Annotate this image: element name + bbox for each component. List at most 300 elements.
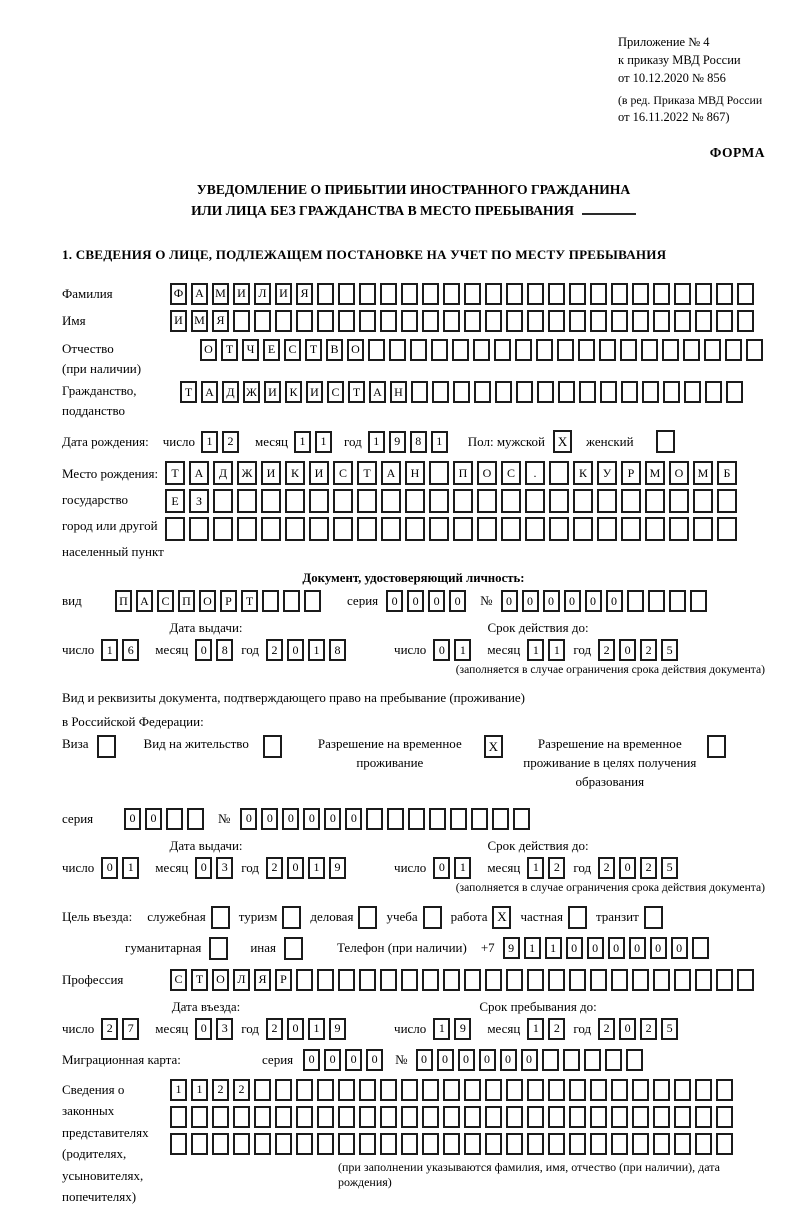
char-cell[interactable]	[590, 1079, 607, 1101]
char-cell[interactable]: С	[157, 590, 174, 612]
char-cell[interactable]	[537, 381, 554, 403]
char-cell[interactable]	[674, 1106, 691, 1128]
char-cell[interactable]	[429, 517, 449, 541]
char-cell[interactable]	[212, 1106, 229, 1128]
char-cell[interactable]	[695, 1133, 712, 1155]
char-cell[interactable]	[464, 1079, 481, 1101]
char-cell[interactable]	[317, 1106, 334, 1128]
char-cell[interactable]	[443, 1133, 460, 1155]
char-cell[interactable]: 2	[640, 1018, 657, 1040]
char-cell[interactable]	[506, 1106, 523, 1128]
char-cell[interactable]: 1	[308, 639, 325, 661]
char-cell[interactable]	[621, 381, 638, 403]
char-cell[interactable]: 9	[503, 937, 520, 959]
char-cell[interactable]	[262, 590, 279, 612]
char-cell[interactable]: 0	[564, 590, 581, 612]
purpose-business-checkbox[interactable]	[358, 906, 377, 929]
char-cell[interactable]: С	[284, 339, 301, 361]
char-cell[interactable]	[584, 1049, 601, 1071]
char-cell[interactable]: 1	[433, 1018, 450, 1040]
char-cell[interactable]: 0	[287, 639, 304, 661]
char-cell[interactable]	[368, 339, 385, 361]
char-cell[interactable]	[737, 310, 754, 332]
char-cell[interactable]	[380, 283, 397, 305]
char-cell[interactable]	[422, 1133, 439, 1155]
char-cell[interactable]	[515, 339, 532, 361]
char-cell[interactable]: 1	[308, 857, 325, 879]
char-cell[interactable]	[527, 1133, 544, 1155]
char-cell[interactable]: Ж	[243, 381, 260, 403]
char-cell[interactable]: Е	[263, 339, 280, 361]
char-cell[interactable]: 9	[329, 857, 346, 879]
char-cell[interactable]	[338, 1106, 355, 1128]
char-cell[interactable]: О	[669, 461, 689, 485]
char-cell[interactable]	[590, 310, 607, 332]
char-cell[interactable]: А	[136, 590, 153, 612]
char-cell[interactable]: Я	[296, 283, 313, 305]
char-cell[interactable]	[717, 517, 737, 541]
char-cell[interactable]	[549, 517, 569, 541]
char-cell[interactable]	[296, 1079, 313, 1101]
char-cell[interactable]	[683, 339, 700, 361]
char-cell[interactable]	[527, 1079, 544, 1101]
char-cell[interactable]	[494, 339, 511, 361]
char-cell[interactable]: О	[477, 461, 497, 485]
char-cell[interactable]: С	[501, 461, 521, 485]
char-cell[interactable]	[611, 310, 628, 332]
char-cell[interactable]: С	[333, 461, 353, 485]
char-cell[interactable]	[443, 1079, 460, 1101]
char-cell[interactable]: 0	[240, 808, 257, 830]
char-cell[interactable]	[597, 489, 617, 513]
char-cell[interactable]	[645, 489, 665, 513]
char-cell[interactable]	[536, 339, 553, 361]
char-cell[interactable]	[590, 1106, 607, 1128]
char-cell[interactable]: 1	[431, 431, 448, 453]
char-cell[interactable]: Н	[405, 461, 425, 485]
char-cell[interactable]	[170, 1133, 187, 1155]
char-cell[interactable]	[485, 969, 502, 991]
char-cell[interactable]	[611, 969, 628, 991]
char-cell[interactable]: Т	[241, 590, 258, 612]
char-cell[interactable]	[716, 969, 733, 991]
char-cell[interactable]	[653, 310, 670, 332]
char-cell[interactable]: 3	[216, 857, 233, 879]
char-cell[interactable]: 2	[598, 857, 615, 879]
char-cell[interactable]: 0	[521, 1049, 538, 1071]
char-cell[interactable]	[359, 969, 376, 991]
char-cell[interactable]	[600, 381, 617, 403]
char-cell[interactable]	[627, 590, 644, 612]
char-cell[interactable]: И	[275, 283, 292, 305]
char-cell[interactable]: 0	[303, 808, 320, 830]
sex-female-checkbox[interactable]	[656, 430, 675, 453]
char-cell[interactable]: Т	[165, 461, 185, 485]
char-cell[interactable]: 1	[368, 431, 385, 453]
char-cell[interactable]: В	[326, 339, 343, 361]
char-cell[interactable]	[443, 283, 460, 305]
char-cell[interactable]	[170, 1106, 187, 1128]
char-cell[interactable]	[501, 517, 521, 541]
char-cell[interactable]: Р	[621, 461, 641, 485]
char-cell[interactable]: 0	[671, 937, 688, 959]
char-cell[interactable]	[429, 489, 449, 513]
char-cell[interactable]	[275, 1079, 292, 1101]
char-cell[interactable]	[317, 1079, 334, 1101]
char-cell[interactable]	[464, 1106, 481, 1128]
char-cell[interactable]: М	[693, 461, 713, 485]
char-cell[interactable]	[611, 1079, 628, 1101]
char-cell[interactable]	[453, 489, 473, 513]
char-cell[interactable]	[338, 283, 355, 305]
char-cell[interactable]: З	[189, 489, 209, 513]
char-cell[interactable]: Д	[213, 461, 233, 485]
char-cell[interactable]	[669, 517, 689, 541]
char-cell[interactable]: Ж	[237, 461, 257, 485]
char-cell[interactable]	[737, 283, 754, 305]
char-cell[interactable]	[684, 381, 701, 403]
char-cell[interactable]: 5	[661, 639, 678, 661]
char-cell[interactable]: 1	[527, 639, 544, 661]
char-cell[interactable]	[410, 339, 427, 361]
char-cell[interactable]	[621, 489, 641, 513]
char-cell[interactable]	[237, 517, 257, 541]
char-cell[interactable]: 0	[287, 1018, 304, 1040]
char-cell[interactable]: 0	[195, 857, 212, 879]
char-cell[interactable]	[189, 517, 209, 541]
char-cell[interactable]: 2	[222, 431, 239, 453]
char-cell[interactable]: 0	[407, 590, 424, 612]
char-cell[interactable]	[632, 1079, 649, 1101]
char-cell[interactable]: Н	[390, 381, 407, 403]
char-cell[interactable]	[357, 489, 377, 513]
char-cell[interactable]	[381, 489, 401, 513]
char-cell[interactable]	[453, 517, 473, 541]
char-cell[interactable]: П	[115, 590, 132, 612]
char-cell[interactable]	[422, 1106, 439, 1128]
char-cell[interactable]: С	[170, 969, 187, 991]
char-cell[interactable]	[212, 1133, 229, 1155]
char-cell[interactable]: 0	[195, 1018, 212, 1040]
char-cell[interactable]	[578, 339, 595, 361]
char-cell[interactable]	[333, 517, 353, 541]
char-cell[interactable]	[309, 489, 329, 513]
char-cell[interactable]	[359, 1133, 376, 1155]
char-cell[interactable]: 8	[216, 639, 233, 661]
char-cell[interactable]	[513, 808, 530, 830]
char-cell[interactable]: 0	[101, 857, 118, 879]
char-cell[interactable]: Л	[254, 283, 271, 305]
char-cell[interactable]: 0	[366, 1049, 383, 1071]
char-cell[interactable]	[359, 1106, 376, 1128]
char-cell[interactable]: О	[200, 339, 217, 361]
char-cell[interactable]	[254, 1079, 271, 1101]
char-cell[interactable]: А	[369, 381, 386, 403]
char-cell[interactable]: 5	[661, 1018, 678, 1040]
char-cell[interactable]	[527, 310, 544, 332]
char-cell[interactable]	[716, 1106, 733, 1128]
char-cell[interactable]	[317, 969, 334, 991]
char-cell[interactable]: 1	[527, 1018, 544, 1040]
char-cell[interactable]	[548, 1106, 565, 1128]
char-cell[interactable]	[642, 381, 659, 403]
char-cell[interactable]: 0	[619, 639, 636, 661]
char-cell[interactable]	[317, 1133, 334, 1155]
char-cell[interactable]	[645, 517, 665, 541]
char-cell[interactable]	[599, 339, 616, 361]
char-cell[interactable]: С	[327, 381, 344, 403]
char-cell[interactable]	[611, 283, 628, 305]
char-cell[interactable]	[477, 489, 497, 513]
char-cell[interactable]	[380, 1133, 397, 1155]
char-cell[interactable]	[695, 969, 712, 991]
char-cell[interactable]	[275, 1106, 292, 1128]
char-cell[interactable]	[674, 310, 691, 332]
char-cell[interactable]	[422, 310, 439, 332]
char-cell[interactable]	[569, 310, 586, 332]
char-cell[interactable]	[632, 969, 649, 991]
char-cell[interactable]: Т	[348, 381, 365, 403]
char-cell[interactable]	[405, 517, 425, 541]
char-cell[interactable]: А	[189, 461, 209, 485]
char-cell[interactable]: О	[347, 339, 364, 361]
char-cell[interactable]: Ч	[242, 339, 259, 361]
char-cell[interactable]	[187, 808, 204, 830]
char-cell[interactable]	[422, 283, 439, 305]
char-cell[interactable]	[573, 517, 593, 541]
char-cell[interactable]	[338, 310, 355, 332]
char-cell[interactable]	[737, 969, 754, 991]
char-cell[interactable]	[452, 339, 469, 361]
char-cell[interactable]: Е	[165, 489, 185, 513]
char-cell[interactable]	[558, 381, 575, 403]
char-cell[interactable]	[632, 1133, 649, 1155]
char-cell[interactable]	[590, 969, 607, 991]
char-cell[interactable]: П	[453, 461, 473, 485]
char-cell[interactable]	[485, 1133, 502, 1155]
char-cell[interactable]: 2	[233, 1079, 250, 1101]
char-cell[interactable]	[663, 381, 680, 403]
purpose-work-checkbox[interactable]: X	[492, 906, 511, 929]
char-cell[interactable]	[632, 310, 649, 332]
char-cell[interactable]	[693, 489, 713, 513]
char-cell[interactable]	[597, 517, 617, 541]
char-cell[interactable]	[669, 489, 689, 513]
char-cell[interactable]	[464, 283, 481, 305]
char-cell[interactable]: 1	[122, 857, 139, 879]
char-cell[interactable]	[237, 489, 257, 513]
char-cell[interactable]: 0	[124, 808, 141, 830]
char-cell[interactable]: 1	[191, 1079, 208, 1101]
char-cell[interactable]	[254, 1133, 271, 1155]
char-cell[interactable]	[485, 1106, 502, 1128]
char-cell[interactable]	[166, 808, 183, 830]
char-cell[interactable]: Ф	[170, 283, 187, 305]
residence-permit-checkbox[interactable]	[263, 735, 282, 758]
char-cell[interactable]	[705, 381, 722, 403]
char-cell[interactable]	[605, 1049, 622, 1071]
char-cell[interactable]	[641, 339, 658, 361]
char-cell[interactable]	[690, 590, 707, 612]
char-cell[interactable]: Т	[221, 339, 238, 361]
char-cell[interactable]: 6	[122, 639, 139, 661]
char-cell[interactable]: 0	[345, 1049, 362, 1071]
char-cell[interactable]: К	[285, 381, 302, 403]
char-cell[interactable]	[506, 1133, 523, 1155]
char-cell[interactable]: Я	[254, 969, 271, 991]
char-cell[interactable]	[716, 283, 733, 305]
char-cell[interactable]: А	[201, 381, 218, 403]
char-cell[interactable]	[381, 517, 401, 541]
char-cell[interactable]: 2	[598, 1018, 615, 1040]
char-cell[interactable]: 0	[386, 590, 403, 612]
char-cell[interactable]	[296, 969, 313, 991]
char-cell[interactable]	[632, 1106, 649, 1128]
char-cell[interactable]	[716, 1133, 733, 1155]
char-cell[interactable]	[569, 1133, 586, 1155]
char-cell[interactable]	[464, 969, 481, 991]
char-cell[interactable]	[632, 283, 649, 305]
char-cell[interactable]	[296, 310, 313, 332]
char-cell[interactable]	[501, 489, 521, 513]
char-cell[interactable]	[233, 1133, 250, 1155]
purpose-private-checkbox[interactable]	[568, 906, 587, 929]
char-cell[interactable]	[464, 310, 481, 332]
char-cell[interactable]	[357, 517, 377, 541]
char-cell[interactable]	[495, 381, 512, 403]
char-cell[interactable]	[573, 489, 593, 513]
char-cell[interactable]	[549, 489, 569, 513]
char-cell[interactable]	[333, 489, 353, 513]
char-cell[interactable]: 0	[433, 639, 450, 661]
char-cell[interactable]	[405, 489, 425, 513]
char-cell[interactable]: 0	[324, 808, 341, 830]
purpose-other-checkbox[interactable]	[284, 937, 303, 960]
char-cell[interactable]: 0	[500, 1049, 517, 1071]
char-cell[interactable]	[485, 310, 502, 332]
char-cell[interactable]	[254, 1106, 271, 1128]
char-cell[interactable]: Д	[222, 381, 239, 403]
char-cell[interactable]: 5	[661, 857, 678, 879]
char-cell[interactable]: 0	[437, 1049, 454, 1071]
char-cell[interactable]	[401, 1079, 418, 1101]
char-cell[interactable]: 0	[428, 590, 445, 612]
char-cell[interactable]: К	[573, 461, 593, 485]
char-cell[interactable]: 2	[212, 1079, 229, 1101]
char-cell[interactable]	[408, 808, 425, 830]
sex-male-checkbox[interactable]: X	[553, 430, 572, 453]
char-cell[interactable]	[380, 1079, 397, 1101]
char-cell[interactable]: Т	[191, 969, 208, 991]
char-cell[interactable]	[662, 339, 679, 361]
char-cell[interactable]: 0	[522, 590, 539, 612]
char-cell[interactable]	[401, 969, 418, 991]
char-cell[interactable]	[191, 1133, 208, 1155]
char-cell[interactable]: 2	[266, 857, 283, 879]
char-cell[interactable]	[213, 517, 233, 541]
char-cell[interactable]: 0	[566, 937, 583, 959]
char-cell[interactable]	[453, 381, 470, 403]
char-cell[interactable]	[296, 1133, 313, 1155]
char-cell[interactable]	[506, 310, 523, 332]
char-cell[interactable]: Б	[717, 461, 737, 485]
char-cell[interactable]	[422, 1079, 439, 1101]
char-cell[interactable]: И	[309, 461, 329, 485]
char-cell[interactable]: 8	[410, 431, 427, 453]
char-cell[interactable]	[473, 339, 490, 361]
char-cell[interactable]	[261, 517, 281, 541]
char-cell[interactable]	[359, 310, 376, 332]
char-cell[interactable]: 2	[548, 857, 565, 879]
char-cell[interactable]: У	[597, 461, 617, 485]
char-cell[interactable]	[213, 489, 233, 513]
char-cell[interactable]	[548, 283, 565, 305]
char-cell[interactable]: 0	[619, 1018, 636, 1040]
char-cell[interactable]	[674, 1079, 691, 1101]
char-cell[interactable]: 1	[454, 639, 471, 661]
char-cell[interactable]: А	[191, 283, 208, 305]
char-cell[interactable]	[653, 969, 670, 991]
char-cell[interactable]: .	[525, 461, 545, 485]
char-cell[interactable]: 0	[585, 590, 602, 612]
char-cell[interactable]	[506, 1079, 523, 1101]
char-cell[interactable]	[548, 1079, 565, 1101]
char-cell[interactable]	[474, 381, 491, 403]
char-cell[interactable]	[477, 517, 497, 541]
char-cell[interactable]: Я	[212, 310, 229, 332]
char-cell[interactable]	[191, 1106, 208, 1128]
char-cell[interactable]	[716, 310, 733, 332]
char-cell[interactable]: 1	[201, 431, 218, 453]
char-cell[interactable]: 0	[449, 590, 466, 612]
char-cell[interactable]: К	[285, 461, 305, 485]
char-cell[interactable]	[254, 310, 271, 332]
char-cell[interactable]	[557, 339, 574, 361]
char-cell[interactable]: 0	[608, 937, 625, 959]
char-cell[interactable]	[450, 808, 467, 830]
char-cell[interactable]: 0	[303, 1049, 320, 1071]
char-cell[interactable]	[233, 310, 250, 332]
char-cell[interactable]: А	[381, 461, 401, 485]
char-cell[interactable]: 0	[287, 857, 304, 879]
char-cell[interactable]	[725, 339, 742, 361]
char-cell[interactable]: Р	[275, 969, 292, 991]
char-cell[interactable]	[527, 969, 544, 991]
char-cell[interactable]: 1	[545, 937, 562, 959]
char-cell[interactable]	[516, 381, 533, 403]
char-cell[interactable]	[443, 1106, 460, 1128]
char-cell[interactable]	[693, 517, 713, 541]
char-cell[interactable]	[525, 517, 545, 541]
char-cell[interactable]	[165, 517, 185, 541]
char-cell[interactable]	[726, 381, 743, 403]
char-cell[interactable]	[611, 1133, 628, 1155]
char-cell[interactable]: П	[178, 590, 195, 612]
char-cell[interactable]	[590, 283, 607, 305]
char-cell[interactable]	[611, 1106, 628, 1128]
char-cell[interactable]: 0	[650, 937, 667, 959]
char-cell[interactable]	[359, 283, 376, 305]
char-cell[interactable]	[549, 461, 569, 485]
char-cell[interactable]	[695, 283, 712, 305]
char-cell[interactable]	[704, 339, 721, 361]
char-cell[interactable]: 2	[548, 1018, 565, 1040]
char-cell[interactable]: 0	[458, 1049, 475, 1071]
char-cell[interactable]	[380, 969, 397, 991]
char-cell[interactable]	[590, 1133, 607, 1155]
char-cell[interactable]	[695, 1079, 712, 1101]
visa-checkbox[interactable]	[97, 735, 116, 758]
